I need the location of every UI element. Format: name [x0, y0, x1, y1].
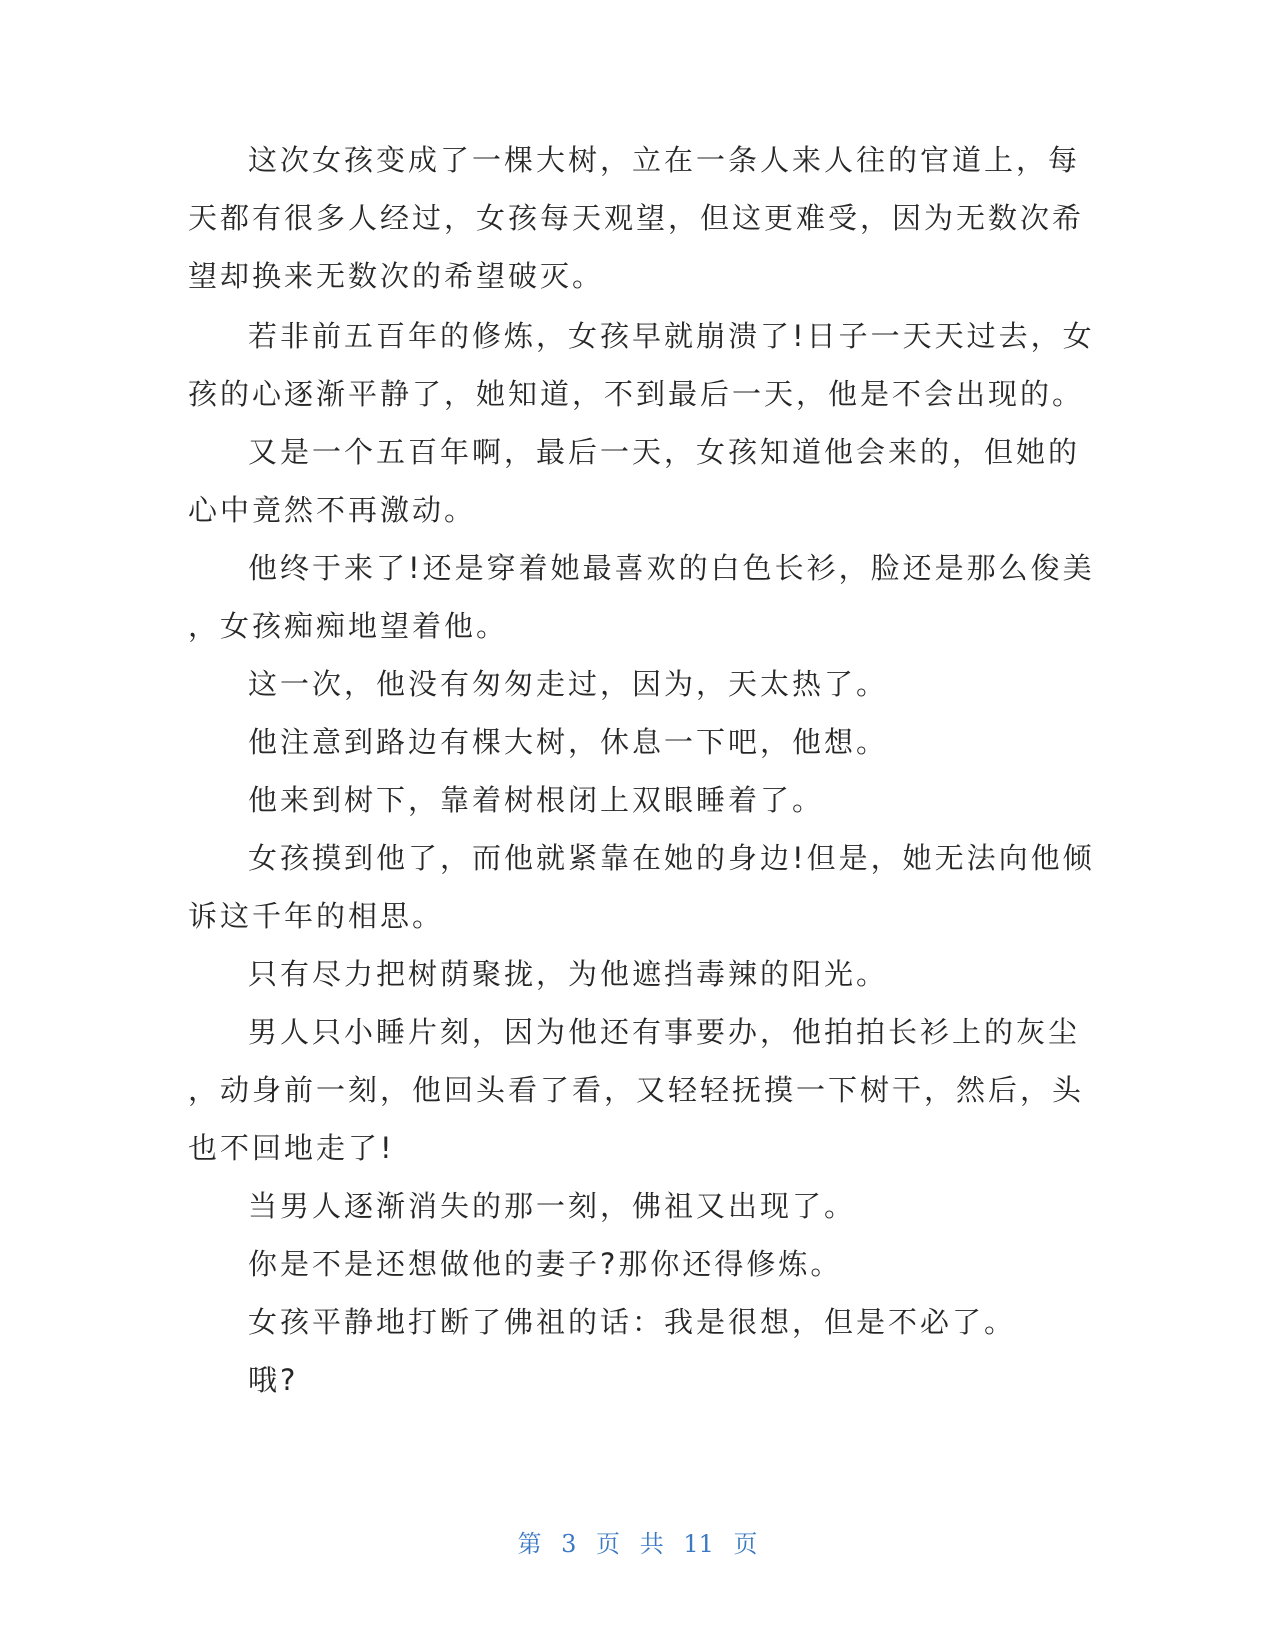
text-line: ，动身前一刻，他回头看了看，又轻轻抚摸一下树干，然后，头 [188, 1073, 1085, 1107]
text-line: 男人只小睡片刻，因为他还有事要办，他拍拍长衫上的灰尘 [248, 1015, 1081, 1049]
current-page-number: 3 [561, 1530, 577, 1558]
text-line: 你是不是还想做他的妻子?那你还得修炼。 [248, 1247, 843, 1281]
text-line: 心中竟然不再激动。 [188, 493, 477, 527]
page-suffix: 页 [733, 1530, 758, 1558]
page-prefix: 第 [517, 1530, 542, 1558]
text-line: 又是一个五百年啊，最后一天，女孩知道他会来的，但她的 [248, 435, 1081, 469]
text-line: 女孩摸到他了，而他就紧靠在她的身边!但是，她无法向他倾 [248, 841, 1095, 875]
text-line: 哦? [248, 1363, 299, 1397]
text-line: 他注意到路边有棵大树，休息一下吧，他想。 [248, 725, 889, 759]
page-word: 页 [596, 1530, 621, 1558]
text-line: 他终于来了!还是穿着她最喜欢的白色长衫，脸还是那么俊美 [248, 551, 1095, 585]
text-line: 若非前五百年的修炼，女孩早就崩溃了!日子一天天过去，女 [248, 319, 1095, 353]
text-line: 孩的心逐渐平静了，她知道，不到最后一天，他是不会出现的。 [188, 377, 1085, 411]
text-line: 这次女孩变成了一棵大树，立在一条人来人往的官道上，每 [248, 143, 1081, 177]
text-line: 女孩平静地打断了佛祖的话：我是很想，但是不必了。 [248, 1305, 1017, 1339]
total-page-number: 11 [683, 1530, 714, 1558]
page-number-footer [0, 1524, 1275, 1559]
text-line: 也不回地走了! [188, 1131, 395, 1165]
total-word: 共 [639, 1530, 664, 1558]
text-line: 他来到树下，靠着树根闭上双眼睡着了。 [248, 783, 825, 817]
text-line: 天都有很多人经过，女孩每天观望，但这更难受，因为无数次希 [188, 201, 1085, 235]
text-line: ，女孩痴痴地望着他。 [188, 609, 509, 643]
text-line: 诉这千年的相思。 [188, 899, 445, 933]
text-line: 只有尽力把树荫聚拢，为他遮挡毒辣的阳光。 [248, 957, 889, 991]
text-line: 当男人逐渐消失的那一刻，佛祖又出现了。 [248, 1189, 857, 1223]
text-line: 这一次，他没有匆匆走过，因为，天太热了。 [248, 667, 889, 701]
text-line: 望却换来无数次的希望破灭。 [188, 259, 605, 293]
